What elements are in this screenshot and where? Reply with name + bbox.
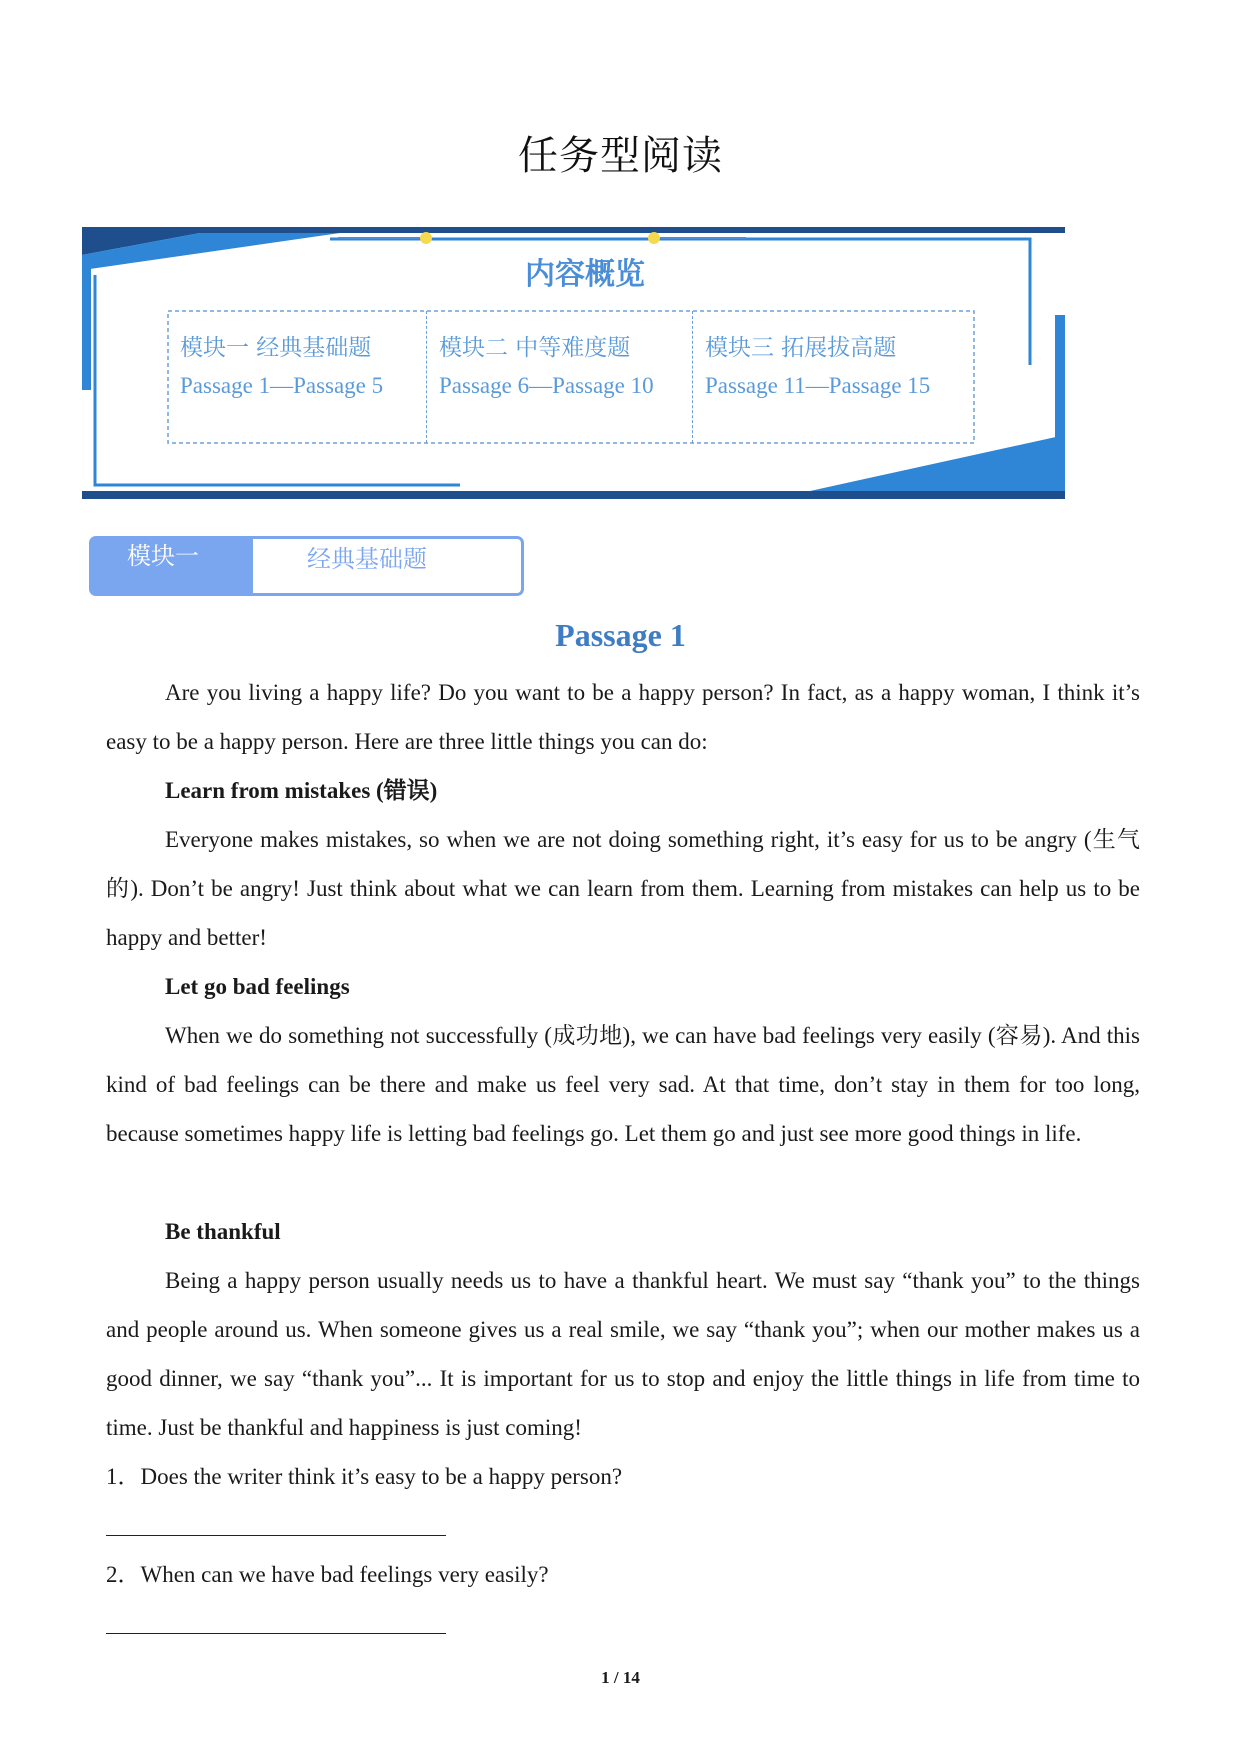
section-heading-1: Learn from mistakes (错误)	[165, 778, 438, 803]
section-text-1: Everyone makes mistakes, so when we are not doing something right, it’s easy for us to be angry (生气的). Don’t be angry! Just think about what we can learn from them. Learning from mistakes can help us to be happy and better!	[106, 827, 1140, 950]
passage-title: Passage 1	[555, 617, 686, 653]
module-tab	[89, 536, 524, 596]
section-heading-2: Let go bad feelings	[165, 974, 350, 999]
page-number: 1 / 14	[601, 1668, 640, 1687]
module-range: Passage 1—Passage 5	[180, 373, 384, 398]
document-title: 任务型阅读	[518, 133, 723, 179]
module-range: Passage 6—Passage 10	[439, 373, 654, 398]
passage-intro: Are you living a happy life? Do you want to be a happy person? In fact, as a happy woman, I think it’s easy to be a happy person. Here are three little things you can do:	[106, 680, 1140, 754]
module-cell-1	[168, 311, 426, 443]
section-heading-3: Be thankful	[165, 1219, 281, 1244]
module-tab-name: 经典基础题	[253, 536, 524, 596]
content-overview-banner	[80, 225, 1065, 500]
section-text-2: When we do something not successfully (成功地), we can have bad feelings very easily (容易). And this kind of bad feelings can be there and make us feel very sad. At that time, don’t stay in them for too long, because sometimes happy life is letting bad feelings go. Let them go and just see more good things in life.	[106, 1023, 1140, 1146]
answer-line-1[interactable]	[106, 1535, 446, 1536]
overview-heading: 内容概览	[525, 257, 645, 292]
left-dot-icon	[420, 232, 432, 244]
module-range: Passage 11—Passage 15	[705, 373, 931, 398]
section-text-3: Being a happy person usually needs us to have a thankful heart. We must say “thank you” to the things and people around us. When someone gives us a real smile, we say “thank you”; when our mother makes us a good dinner, we say “thank you”... It is important for us to stop and enjoy the little things in life from time to time. Just be thankful and happiness is just coming!	[106, 1268, 1140, 1440]
module-name: 模块一 经典基础题	[180, 335, 372, 361]
module-name: 模块二 中等难度题	[439, 335, 631, 361]
question-2: 2．When can we have bad feelings very easily?	[106, 1562, 549, 1587]
module-name: 模块三 拓展拔高题	[705, 335, 897, 361]
module-cell-3	[692, 311, 974, 443]
right-dot-icon	[648, 232, 660, 244]
answer-line-2[interactable]	[106, 1633, 446, 1634]
module-cell-2	[426, 311, 692, 443]
question-1: 1．Does the writer think it’s easy to be a happy person?	[106, 1464, 623, 1489]
module-tab-number: 模块一	[89, 536, 259, 596]
